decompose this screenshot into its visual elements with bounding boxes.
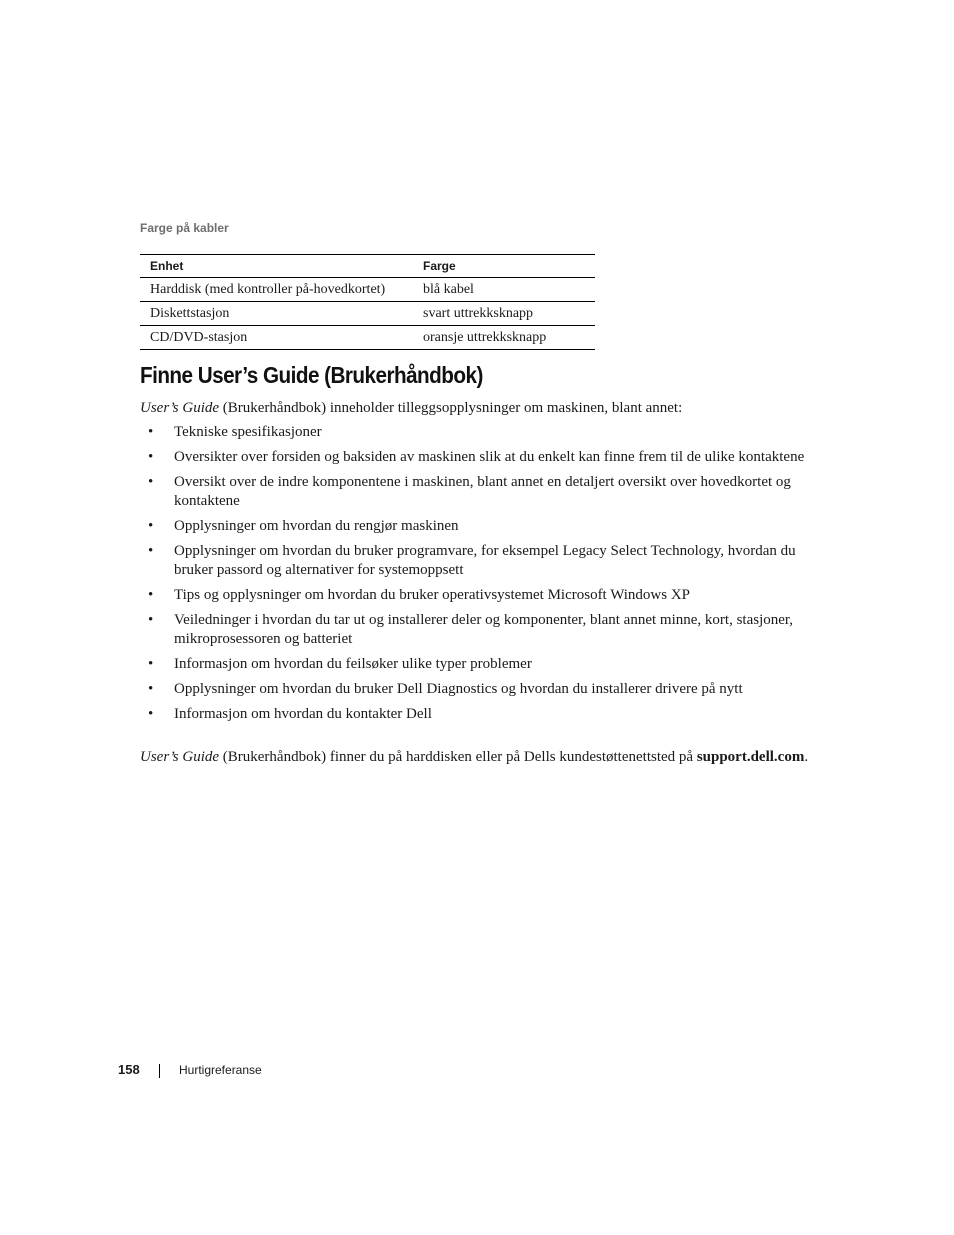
list-item (148, 542, 818, 580)
list-item-text: Opplysninger om hvordan du bruker Dell Diagnostics og hvordan du installerer drivere på nytt (174, 681, 743, 697)
bullet-icon: • (148, 656, 154, 672)
table-cell: blå kabel (413, 278, 595, 302)
page-number: 158 (118, 1062, 140, 1077)
outro-text: (Brukerhåndbok) finner du på harddisken eller på Dells kundestøttenettsted på (219, 749, 697, 765)
column-header-device: Enhet (140, 255, 413, 278)
list-item (148, 423, 818, 442)
table-row (140, 326, 595, 350)
list-item (148, 655, 818, 674)
column-header-color: Farge (413, 255, 595, 278)
table-header-row (140, 255, 595, 278)
list-item-text: Informasjon om hvordan du feilsøker ulike typer problemer (174, 656, 532, 672)
cable-color-table (140, 254, 595, 350)
table-row (140, 278, 595, 302)
footer-section-name: Hurtigreferanse (179, 1063, 262, 1077)
intro-paragraph (140, 399, 820, 418)
intro-guide-name: User’s Guide (140, 400, 220, 416)
bullet-icon: • (148, 449, 154, 465)
table-row (140, 302, 595, 326)
table-cell: svart uttrekksknapp (413, 302, 595, 326)
list-item (148, 517, 818, 536)
list-item (148, 705, 818, 724)
bullet-icon: • (148, 424, 154, 440)
footer-divider (159, 1064, 160, 1078)
table-cell: Diskettstasjon (140, 302, 413, 326)
table-caption: Farge på kabler (140, 221, 229, 235)
list-item-text: Veiledninger i hvordan du tar ut og installerer deler og komponenter, blant annet minne, kort, stasjoner, mikroprosessoren og batteriet (174, 612, 794, 647)
list-item-text: Oversikter over forsiden og baksiden av maskinen slik at du enkelt kan finne frem til de ulike kontaktene (174, 449, 805, 465)
outro-paragraph (140, 748, 840, 767)
bullet-icon: • (148, 518, 154, 534)
bullet-icon: • (148, 612, 154, 628)
bullet-list (148, 423, 818, 730)
support-website: support.dell.com (696, 749, 805, 765)
bullet-icon: • (148, 543, 154, 559)
list-item-text: Opplysninger om hvordan du rengjør maskinen (174, 518, 459, 534)
bullet-icon: • (148, 681, 154, 697)
list-item-text: Oversikt over de indre komponentene i maskinen, blant annet en detaljert oversikt over hovedkortet og kontaktene (174, 474, 791, 509)
list-item-text: Opplysninger om hvordan du bruker programvare, for eksempel Legacy Select Technology, hvordan du bruker passord og alternativer for systemoppsett (174, 543, 796, 578)
intro-text: (Brukerhåndbok) inneholder tilleggsopplysninger om maskinen, blant annet: (219, 400, 683, 416)
list-item (148, 448, 818, 467)
list-item-text: Informasjon om hvordan du kontakter Dell (174, 706, 432, 722)
outro-period: . (804, 749, 809, 765)
list-item (148, 680, 818, 699)
outro-guide-name: User’s Guide (140, 749, 220, 765)
table-cell: Harddisk (med kontroller på-hovedkortet) (140, 278, 413, 302)
list-item (148, 473, 818, 511)
bullet-icon: • (148, 706, 154, 722)
list-item (148, 586, 818, 605)
table-cell: CD/DVD-stasjon (140, 326, 413, 350)
list-item-text: Tips og opplysninger om hvordan du bruker operativsystemet Microsoft Windows XP (174, 587, 691, 603)
list-item-text: Tekniske spesifikasjoner (174, 424, 322, 440)
bullet-icon: • (148, 474, 154, 490)
list-item (148, 611, 818, 649)
table-cell: oransje uttrekksknapp (413, 326, 595, 350)
section-title: Finne User’s Guide (Brukerhåndbok) (140, 362, 483, 388)
bullet-icon: • (148, 587, 154, 603)
